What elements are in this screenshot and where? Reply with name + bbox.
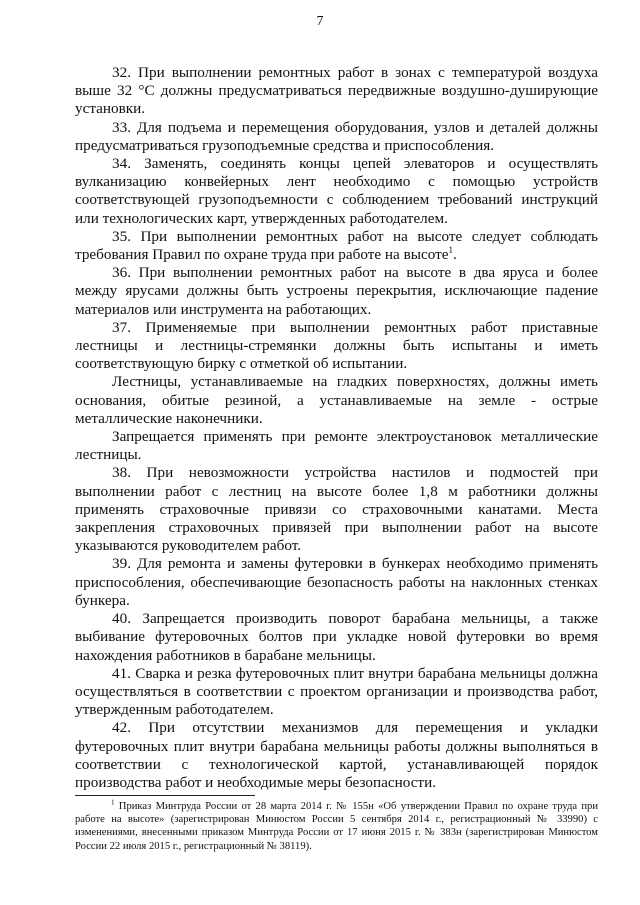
paragraph-ladders-smooth: Лестницы, устанавливаемые на гладких поверхностях, должны иметь основания, обитые резиной, а устанавливаемые на земле - острые металлические наконечники. [75,373,598,427]
paragraph-40: 40. Запрещается производить поворот барабана мельницы, а также выбивание футеровочных болтов при укладке новой футеровки во время нахождения работников в барабане мельницы. [75,610,598,664]
footnote-reference: 1 [448,244,453,255]
footnote-separator [75,795,255,796]
paragraph-35-period: . [452,246,457,264]
footnote-marker: 1 [111,798,115,807]
paragraph-42: 42. При отсутствии механизмов для перемещения и укладки футеровочных плит внутри барабана мельницы работы должны выполняться в соответствии с технологической картой, устанавливающей порядок производства работ и необходимые меры безопасности. [75,719,598,791]
paragraph-33: 33. Для подъема и перемещения оборудования, узлов и деталей должны предусматриваться грузоподъемные средства и приспособления. [75,118,598,154]
paragraph-38: 38. При невозможности устройства настилов и подмостей при выполнении работ с лестниц на высоте более 1,8 м работники должны применять страховочные привязи со страховочными канатами. Места закрепления страховочных привязей при выполнении работ на высоте указываются руководителем работ. [75,464,598,555]
paragraph-35 [75,228,598,264]
page-number: 7 [316,14,324,29]
document-body [75,64,598,792]
paragraph-34: 34. Заменять, соединять концы цепей элеваторов и осуществлять вулканизацию конвейерных лент необходимо с помощью устройств соответствующей грузоподъемности с соблюдением требований инструкций или технологических карт, утвержденных работодателем. [75,155,598,227]
paragraph-32: 32. При выполнении ремонтных работ в зонах с температурой воздуха выше 32 °С должны предусматриваться передвижные воздушно-душирующие установки. [75,64,598,118]
paragraph-ladders-prohibited: Запрещается применять при ремонте электроустановок металлические лестницы. [75,428,598,464]
paragraph-41: 41. Сварка и резка футеровочных плит внутри барабана мельницы должна осуществляться в соответствии с проектом организации и производства работ, утвержденным работодателем. [75,664,598,719]
footnote-text: Приказ Минтруда России от 28 марта 2014 г. № 155н «Об утверждении Правил по охране труда при работе на высоте» (зарегистрирован Минюстом России 5 сентября 2014 г., регистрационный № 33990) с изменениями, внесенными приказом Минтруда России от 17 июня 2015 г. № 383н (зарегистрирован Минюстом России 22 июля 2015 г., регистрационный № 38119). [75,801,598,852]
paragraph-35-text: 35. При выполнении ремонтных работ на высоте следует соблюдать требования Правил по охране труда при работе на высоте [75,227,598,264]
paragraph-36: 36. При выполнении ремонтных работ на высоте в два яруса и более между ярусами должны быть устроены перекрытия, исключающие падение материалов или инструмента на работающих. [75,264,598,318]
paragraph-37: 37. Применяемые при выполнении ремонтных работ приставные лестницы и лестницы-стремянки должны быть испытаны и иметь соответствующую бирку с отметкой об испытании. [75,318,598,373]
footnote [75,800,598,853]
paragraph-39: 39. Для ремонта и замены футеровки в бункерах необходимо применять приспособления, обеспечивающие безопасность работы на наклонных стенках бункера. [75,555,598,609]
